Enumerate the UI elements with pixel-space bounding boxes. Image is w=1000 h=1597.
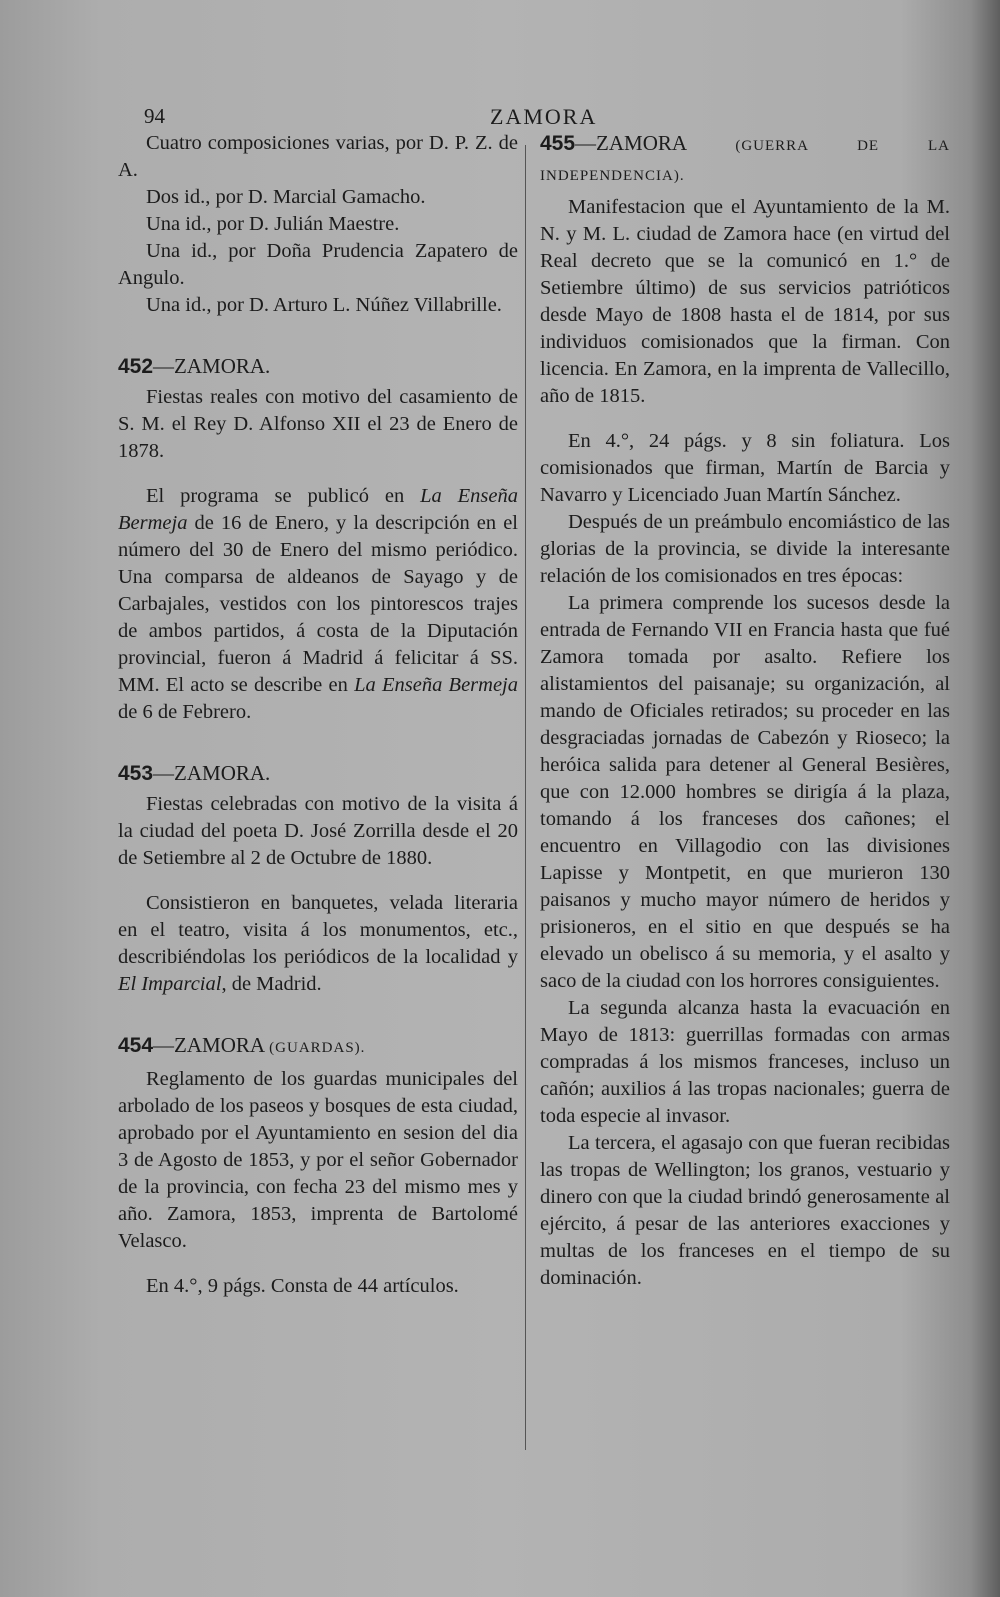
intro-line: Dos id., por D. Marcial Gamacho. bbox=[146, 186, 426, 208]
entry-description: Manifestacion que el Ayuntamiento de la M. N. y M. L. ciudad de Zamora hace (en virtud del Real decreto que se la comunicó en 1.° de Setiembre último) de sus servicios patrióticos desde Mayo de 1808 hasta el de 1814, por sus individuos comisionados que la firman. Con licencia. En Zamora, en la imprenta de Vallecillo, año de 1815. bbox=[540, 196, 950, 407]
entry-note: El programa se publicó en La Enseña Bermeja de 16 de Enero, y la descripción en el número del 30 de Enero del mismo periódico. Una comparsa de aldeanos de Sayago y de Carbajales, vestidos con los pintorescos trajes de ambos partidos, á costa de la Diputación provincial, fueron á Madrid á felicitar á SS. MM. El acto se describe en La Enseña Bermeja de 6 de Febrero. bbox=[118, 485, 518, 723]
entry-heading-454 bbox=[118, 1032, 518, 1062]
intro-line: Una id., por D. Julián Maestre. bbox=[146, 213, 400, 235]
entry-note: En 4.°, 9 págs. Consta de 44 artículos. bbox=[146, 1275, 459, 1297]
entry-description: Fiestas celebradas con motivo de la visita á la ciudad del poeta D. José Zorrilla desde el 20 de Setiembre al 2 de Octubre de 1880. bbox=[118, 793, 518, 869]
newspaper-title: La Enseña Bermeja bbox=[354, 674, 518, 696]
entry-subtitle: (GUARDAS). bbox=[269, 1040, 366, 1056]
newspaper-title: La Enseña Bermeja bbox=[118, 485, 518, 534]
intro-line: Una id., por D. Arturo L. Núñez Villabrille. bbox=[146, 294, 502, 316]
entry-note: Después de un preámbulo encomiástico de las glorias de la provincia, se divide la interesante relación de los comisionados en tres épocas: bbox=[540, 511, 950, 587]
entry-description: Reglamento de los guardas municipales del arbolado de los paseos y bosques de esta ciudad, aprobado por el Ayuntamiento en sesion del dia 3 de Agosto de 1853, y por el señor Gobernador de la provincia, con fecha 23 del mismo mes y año. Zamora, 1853, imprenta de Bartolomé Velasco. bbox=[118, 1068, 518, 1252]
entry-note: Consistieron en banquetes, velada literaria en el teatro, visita á los monumentos, etc., describiéndolas los periódicos de la localidad y El Imparcial, de Madrid. bbox=[118, 892, 518, 995]
entry-heading-453 bbox=[118, 760, 518, 787]
entry-subtitle: (GUERRA DE LA INDEPENDENCIA). bbox=[540, 138, 950, 184]
entry-note: La primera comprende los sucesos desde la entrada de Fernando VII en Francia hasta que fué Zamora tomada por asalto. Refiere los alistamientos del paisanaje; su organización, al mando de Oficiales retirados; su proceder en las desgraciadas jornadas de Cabezón y Rioseco; la heróica salida para detener al General Besières, que con 12.000 hombres se dirigía á la plaza, tomando á los franceses dos cañones; el encuentro en Villagodio con las divisiones Lapisse y Montpetit, en que murieron 130 paisanos y mucho mayor número de heridos y prisioneros, en el sitio en que después se ha elevado un obelisco á su memoria, y el asalto y saco de la ciudad con los horrores consiguientes. bbox=[540, 592, 950, 992]
entry-note: La tercera, el agasajo con que fueran recibidas las tropas de Wellington; los granos, vestuario y dinero con que la ciudad brindó generosamente al ejército, á pesar de las anteriores exacciones y multas de los franceses en el tiempo de su dominación. bbox=[540, 1132, 950, 1289]
newspaper-title: El Imparcial bbox=[118, 973, 222, 995]
left-column bbox=[118, 130, 518, 1300]
entry-title: —ZAMORA bbox=[153, 1033, 270, 1057]
entry-number: 453 bbox=[118, 762, 154, 785]
intro-line: Cuatro composiciones varias, por D. P. Z. de A. bbox=[118, 132, 518, 181]
entry-number: 452 bbox=[118, 355, 154, 378]
entry-number: 455 bbox=[540, 132, 576, 155]
entry-number: 454 bbox=[118, 1034, 154, 1057]
page-number: 94 bbox=[144, 104, 165, 128]
entry-heading-452 bbox=[118, 353, 518, 380]
entry-heading-455 bbox=[540, 130, 950, 190]
intro-line: Una id., por Doña Prudencia Zapatero de Angulo. bbox=[118, 240, 518, 289]
entry-note: La segunda alcanza hasta la evacuación en Mayo de 1813: guerrillas formadas con armas compradas á los mismos franceses, incluso un cañón; auxilios á las tropas nacionales; guerra de toda especie al invasor. bbox=[540, 997, 950, 1127]
entry-note: En 4.°, 24 págs. y 8 sin foliatura. Los comisionados que firman, Martín de Barcia y Navarro y Licenciado Juan Martín Sánchez. bbox=[540, 430, 950, 506]
running-title: ZAMORA bbox=[490, 104, 598, 129]
column-divider bbox=[525, 145, 526, 1450]
entry-title: —ZAMORA. bbox=[153, 761, 271, 785]
right-column bbox=[540, 130, 950, 1292]
entry-description: Fiestas reales con motivo del casamiento de S. M. el Rey D. Alfonso XII el 23 de Enero de 1878. bbox=[118, 386, 518, 462]
entry-title: —ZAMORA bbox=[575, 131, 736, 155]
entry-title: —ZAMORA. bbox=[153, 354, 271, 378]
